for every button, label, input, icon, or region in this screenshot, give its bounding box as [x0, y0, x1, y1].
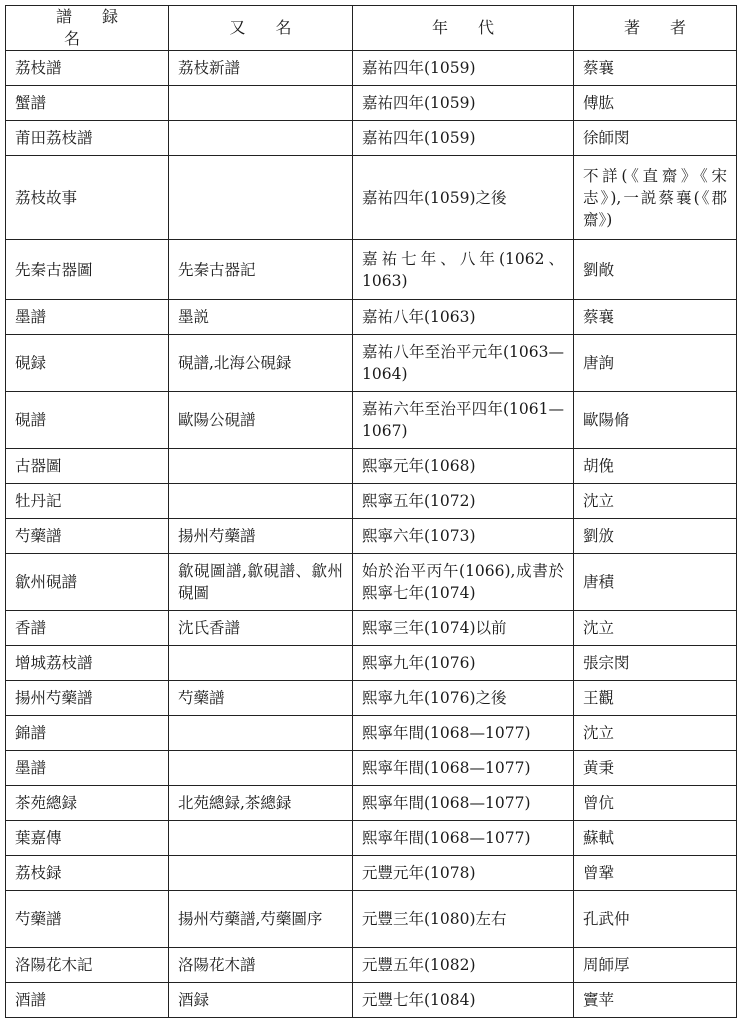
cell-name: 牡丹記	[6, 484, 169, 519]
cell-alias	[169, 156, 353, 240]
cell-era: 嘉祐四年(1059)	[353, 86, 574, 121]
cell-alias	[169, 751, 353, 786]
cell-author: 竇苹	[574, 983, 737, 1018]
cell-era: 嘉祐四年(1059)	[353, 121, 574, 156]
header-era: 年代	[353, 6, 574, 51]
cell-era: 元豐元年(1078)	[353, 856, 574, 891]
cell-era: 嘉祐四年(1059)之後	[353, 156, 574, 240]
cell-alias: 酒録	[169, 983, 353, 1018]
cell-alias: 揚州芍藥譜,芍藥圖序	[169, 891, 353, 948]
header-name: 譜録名	[6, 6, 169, 51]
cell-author: 劉敞	[574, 240, 737, 300]
cell-name: 墨譜	[6, 751, 169, 786]
cell-name: 香譜	[6, 611, 169, 646]
table-row	[6, 983, 737, 1018]
cell-author: 孔武仲	[574, 891, 737, 948]
cell-era: 嘉祐七年、八年(1062、1063)	[353, 240, 574, 300]
cell-name: 葉嘉傳	[6, 821, 169, 856]
cell-name: 硯譜	[6, 392, 169, 449]
cell-name: 酒譜	[6, 983, 169, 1018]
cell-era: 熙寧三年(1074)以前	[353, 611, 574, 646]
cell-alias: 歙硯圖譜,歙硯譜、歙州硯圖	[169, 554, 353, 611]
cell-author: 劉攽	[574, 519, 737, 554]
header-author: 著者	[574, 6, 737, 51]
table-row	[6, 519, 737, 554]
cell-era: 熙寧年間(1068—1077)	[353, 716, 574, 751]
cell-author: 沈立	[574, 716, 737, 751]
cell-alias	[169, 821, 353, 856]
table-row	[6, 392, 737, 449]
cell-era: 始於治平丙午(1066),成書於熙寧七年(1074)	[353, 554, 574, 611]
table-row	[6, 240, 737, 300]
cell-alias: 揚州芍藥譜	[169, 519, 353, 554]
cell-era: 熙寧六年(1073)	[353, 519, 574, 554]
header-row	[6, 6, 737, 51]
cell-author: 沈立	[574, 611, 737, 646]
table-row	[6, 751, 737, 786]
cell-alias: 硯譜,北海公硯録	[169, 335, 353, 392]
cell-era: 熙寧九年(1076)	[353, 646, 574, 681]
cell-alias: 歐陽公硯譜	[169, 392, 353, 449]
table-row	[6, 856, 737, 891]
cell-author: 傅肱	[574, 86, 737, 121]
cell-era: 熙寧年間(1068—1077)	[353, 821, 574, 856]
cell-author: 蔡襄	[574, 300, 737, 335]
cell-name: 芍藥譜	[6, 891, 169, 948]
cell-name: 莆田荔枝譜	[6, 121, 169, 156]
table-row	[6, 948, 737, 983]
cell-name: 荔枝録	[6, 856, 169, 891]
table-row	[6, 716, 737, 751]
cell-era: 嘉祐八年至治平元年(1063—1064)	[353, 335, 574, 392]
cell-author: 唐積	[574, 554, 737, 611]
table-row	[6, 646, 737, 681]
table-row	[6, 484, 737, 519]
cell-name: 洛陽花木記	[6, 948, 169, 983]
cell-author: 徐師閔	[574, 121, 737, 156]
cell-name: 古器圖	[6, 449, 169, 484]
cell-alias: 墨説	[169, 300, 353, 335]
cell-name: 芍藥譜	[6, 519, 169, 554]
table-row	[6, 891, 737, 948]
cell-alias	[169, 484, 353, 519]
cell-era: 嘉祐四年(1059)	[353, 51, 574, 86]
table-row	[6, 121, 737, 156]
cell-author: 黄秉	[574, 751, 737, 786]
cell-author: 不詳(《直齋》《宋志》),一説蔡襄(《郡齋》)	[574, 156, 737, 240]
cell-era: 嘉祐八年(1063)	[353, 300, 574, 335]
cell-era: 熙寧九年(1076)之後	[353, 681, 574, 716]
cell-author: 王觀	[574, 681, 737, 716]
catalog-table	[5, 5, 737, 1018]
cell-name: 歙州硯譜	[6, 554, 169, 611]
cell-author: 蔡襄	[574, 51, 737, 86]
cell-alias: 芍藥譜	[169, 681, 353, 716]
cell-alias	[169, 646, 353, 681]
cell-name: 硯録	[6, 335, 169, 392]
cell-author: 唐詢	[574, 335, 737, 392]
cell-era: 元豐五年(1082)	[353, 948, 574, 983]
cell-author: 胡俛	[574, 449, 737, 484]
cell-name: 揚州芍藥譜	[6, 681, 169, 716]
table-row	[6, 786, 737, 821]
cell-name: 先秦古器圖	[6, 240, 169, 300]
cell-name: 蟹譜	[6, 86, 169, 121]
cell-alias: 洛陽花木譜	[169, 948, 353, 983]
cell-alias	[169, 121, 353, 156]
cell-alias	[169, 856, 353, 891]
cell-era: 熙寧年間(1068—1077)	[353, 786, 574, 821]
table-row	[6, 335, 737, 392]
cell-era: 熙寧元年(1068)	[353, 449, 574, 484]
cell-alias: 沈氏香譜	[169, 611, 353, 646]
table-row	[6, 86, 737, 121]
cell-author: 周師厚	[574, 948, 737, 983]
table-body	[6, 51, 737, 1018]
cell-author: 蘇軾	[574, 821, 737, 856]
cell-era: 熙寧年間(1068—1077)	[353, 751, 574, 786]
cell-era: 嘉祐六年至治平四年(1061—1067)	[353, 392, 574, 449]
cell-name: 增城荔枝譜	[6, 646, 169, 681]
cell-author: 張宗閔	[574, 646, 737, 681]
table-row	[6, 156, 737, 240]
cell-name: 茶苑總録	[6, 786, 169, 821]
cell-era: 元豐七年(1084)	[353, 983, 574, 1018]
cell-alias	[169, 716, 353, 751]
cell-author: 曾伉	[574, 786, 737, 821]
table-row	[6, 51, 737, 86]
table-row	[6, 611, 737, 646]
table-row	[6, 681, 737, 716]
table-row	[6, 300, 737, 335]
cell-name: 錦譜	[6, 716, 169, 751]
cell-alias	[169, 86, 353, 121]
cell-era: 熙寧五年(1072)	[353, 484, 574, 519]
cell-alias: 北苑總録,茶總録	[169, 786, 353, 821]
cell-name: 荔枝故事	[6, 156, 169, 240]
table-row	[6, 821, 737, 856]
cell-author: 歐陽脩	[574, 392, 737, 449]
table-row	[6, 554, 737, 611]
cell-alias: 荔枝新譜	[169, 51, 353, 86]
cell-author: 曾鞏	[574, 856, 737, 891]
cell-alias: 先秦古器記	[169, 240, 353, 300]
table-row	[6, 449, 737, 484]
cell-author: 沈立	[574, 484, 737, 519]
cell-name: 墨譜	[6, 300, 169, 335]
cell-era: 元豐三年(1080)左右	[353, 891, 574, 948]
header-alias: 又名	[169, 6, 353, 51]
cell-name: 荔枝譜	[6, 51, 169, 86]
cell-alias	[169, 449, 353, 484]
